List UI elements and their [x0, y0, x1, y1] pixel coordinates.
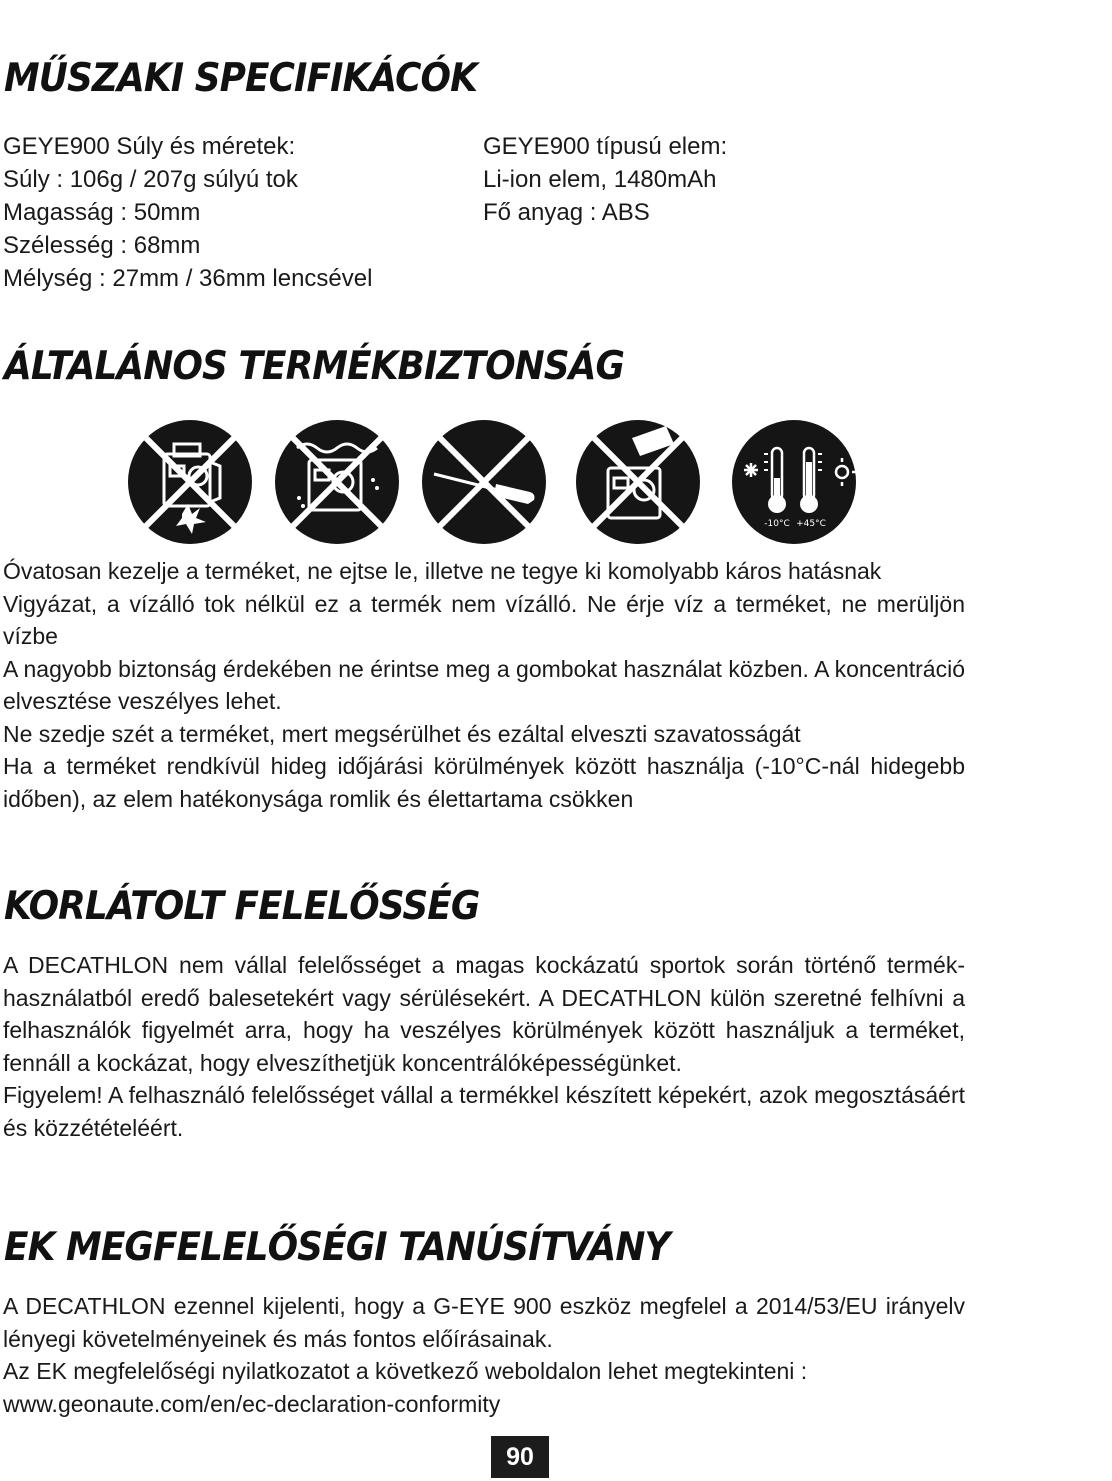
spec-line: Szélesség : 68mm — [3, 232, 201, 259]
safety-paragraph: Óvatosan kezelje a terméket, ne ejtse le, illetve ne tegye ki komolyabb káros hatásnak — [3, 558, 882, 584]
safety-paragraph: Vigyázat, a vízálló tok nélkül ez a termék nem vízálló. Ne érje víz a terméket, ne merüljön vízbe — [3, 590, 965, 649]
specs-heading: MŰSZAKI SPECIFIKÁCÓK — [4, 56, 478, 101]
declaration-text — [3, 1290, 965, 1420]
safety-paragraph: Ne szedje szét a terméket, mert megsérülhet és ezáltal elveszti szavatosságát — [3, 720, 801, 747]
temperature-range-icon — [730, 418, 858, 546]
temp-low-label: -10°C — [764, 519, 790, 529]
spec-line: Fő anyag : ABS — [483, 199, 650, 226]
page-number: 90 — [491, 1436, 549, 1478]
no-drop-camera-icon — [126, 418, 254, 546]
safety-paragraph: A nagyobb biztonság érdekében ne érintse meg a gombokat használat közben. A koncentráció elvesztése veszélyes lehet. — [3, 655, 965, 714]
safety-paragraph: Ha a terméket rendkívül hideg időjárási körülmények között használja (-10°C-nál hidegebb időben), az elem hatékonysága romlik és élettartama csökken — [3, 753, 965, 812]
temp-high-label: +45°C — [796, 519, 826, 529]
no-screwdriver-icon — [420, 418, 548, 546]
declaration-paragraph: Az EK megfelelőségi nyilatkozatot a következő weboldalon lehet megtekinteni : — [3, 1358, 808, 1384]
liability-heading: KORLÁTOLT FELELŐSSÉG — [4, 884, 480, 929]
spec-line: Mélység : 27mm / 36mm lencsével — [3, 265, 373, 292]
safety-text — [3, 555, 965, 815]
spec-line: Súly : 106g / 207g súlyú tok — [3, 166, 298, 193]
liability-text — [3, 949, 965, 1144]
spec-line: GEYE900 típusú elem: — [483, 133, 728, 160]
spec-line: GEYE900 Súly és méretek: — [3, 133, 296, 160]
spec-line: Li-ion elem, 1480mAh — [483, 166, 717, 193]
declaration-paragraph: A DECATHLON ezennel kijelenti, hogy a G-EYE 900 eszköz megfelel a 2014/53/EU irányelv lényegi követelményeinek és más fontos előírásainak. — [3, 1293, 965, 1352]
safety-icons — [126, 418, 866, 546]
specs-right-column — [483, 130, 727, 229]
declaration-heading: EK MEGFELELŐSÉGI TANÚSÍTVÁNY — [4, 1225, 670, 1270]
liability-paragraph: A DECATHLON nem vállal felelősséget a magas kockázatú sportok során történő termék- használatból eredő balesetekért vagy sérülésekért. A DECATHLON külön szeretné felhívni a felhasználók figyelmét arra, hogy ha veszélyes körülmények között használjuk a terméket, fennáll a kockázat, hogy elveszíthetjük koncentrálóképességünket. — [3, 952, 965, 1076]
liability-paragraph: Figyelem! A felhasználó felelősséget vállal a termékkel készített képekért, azok megosztásáért és közzétételéért. — [3, 1082, 965, 1141]
declaration-url: www.geonaute.com/en/ec-declaration-conformity — [3, 1390, 501, 1417]
specs-left-column — [3, 130, 372, 295]
spec-line: Magasság : 50mm — [3, 199, 201, 226]
no-bag-camera-icon — [574, 418, 702, 546]
no-water-camera-icon — [273, 418, 401, 546]
safety-heading: ÁLTALÁNOS TERMÉKBIZTONSÁG — [4, 344, 625, 389]
